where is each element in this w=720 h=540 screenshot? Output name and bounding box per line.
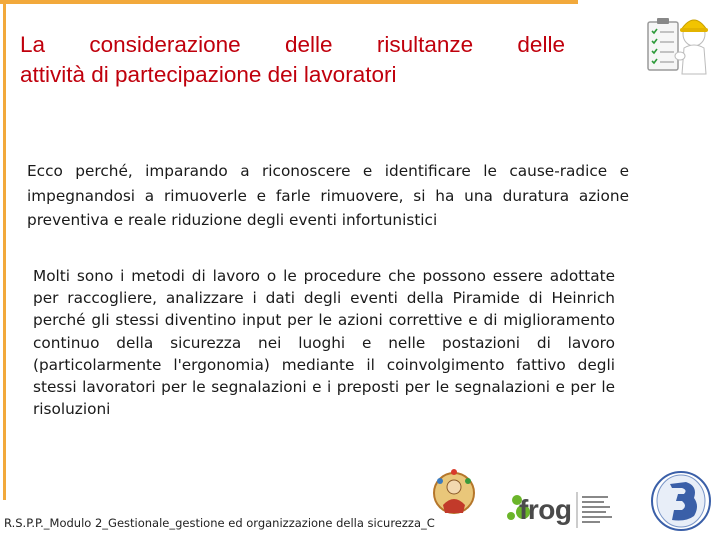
shield-logo-icon (650, 470, 712, 532)
slide-title (20, 30, 565, 90)
title-line-2: attività di partecipazione dei lavoratori (20, 62, 397, 87)
frog-logo-text: frog (519, 494, 572, 525)
footer-caption: R.S.P.P._Modulo 2_Gestionale_gestione ed organizzazione della sicurezza_C (4, 516, 435, 530)
mascot-emblem-icon (431, 467, 477, 525)
body-paragraph: Molti sono i metodi di lavoro o le procedure che possono essere adottate per raccogliere, analizzare i dati degli eventi della Piramide di Heinrich perché gli stessi diventino input per le azioni correttive e di miglioramento continuo della sicurezza nei luoghi e nelle postazioni di lavoro (particolarmente l'ergonomia) mediante il coinvolgimento fattivo degli stessi lavoratori per le segnalazioni e i preposti per le segnalazioni e per le risoluzioni (33, 267, 615, 419)
worker-checklist-icon (640, 4, 712, 82)
title-word: considerazione (89, 32, 241, 57)
top-accent-rule (0, 0, 578, 4)
frog-logo-icon (505, 490, 615, 530)
title-word: delle (284, 32, 333, 57)
left-accent-rule (3, 0, 6, 500)
title-word: La (20, 32, 46, 57)
intro-paragraph: Ecco perché, imparando a riconoscere e identificare le cause-radice e impegnandosi a rimuoverle e farle rimuovere, si ha una duratura azione preventiva e reale riduzione degli eventi infortunistici (27, 162, 629, 229)
title-line-1 (20, 30, 565, 60)
title-word: delle (517, 32, 565, 57)
title-word: risultanze (376, 32, 474, 57)
